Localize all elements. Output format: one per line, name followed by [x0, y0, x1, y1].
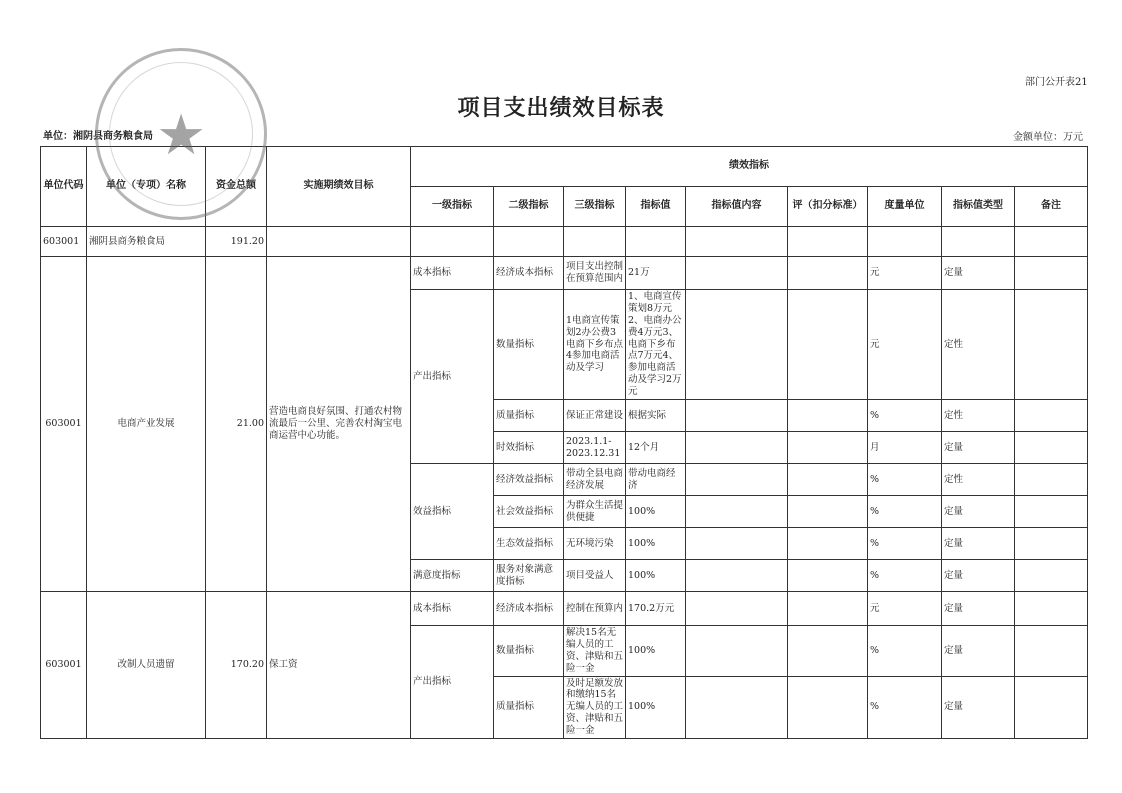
header-measure: 度量单位 — [868, 187, 942, 227]
indicator-value: 100% — [626, 626, 686, 677]
page-label: 部门公开表21 — [1025, 77, 1088, 88]
indicator-measure: 元 — [868, 290, 942, 400]
indicator-measure: 元 — [868, 592, 942, 626]
indicator-value: 100% — [626, 528, 686, 560]
indicator-note — [1015, 592, 1088, 626]
indicator-content — [686, 626, 788, 677]
indicator-content — [686, 464, 788, 496]
indicator-score — [788, 496, 868, 528]
indicator-type: 定量 — [942, 496, 1015, 528]
indicator-content — [686, 496, 788, 528]
indicator-content — [686, 432, 788, 464]
table-row — [41, 257, 1088, 290]
project-goal: 营造电商良好氛围、打通农村物流最后一公里、完善农村淘宝电商运营中心功能。 — [267, 257, 411, 592]
indicator-value: 带动电商经济 — [626, 464, 686, 496]
indicator-note — [1015, 432, 1088, 464]
indicator-level1: 成本指标 — [411, 257, 494, 290]
header-level2: 二级指标 — [494, 187, 564, 227]
indicator-measure: % — [868, 464, 942, 496]
indicator-value: 100% — [626, 496, 686, 528]
indicator-level3: 项目支出控制在预算范围内 — [564, 257, 626, 290]
indicator-score — [788, 626, 868, 677]
indicator-score — [788, 432, 868, 464]
indicator-level3: 2023.1.1-2023.12.31 — [564, 432, 626, 464]
indicator-level3: 1电商宣传策划2办公费3电商下乡布点4参加电商活动及学习 — [564, 290, 626, 400]
page-title: 项目支出绩效目标表 — [457, 96, 665, 121]
header-name: 单位（专项）名称 — [87, 147, 206, 227]
indicator-level3: 保证正常建设 — [564, 400, 626, 432]
indicator-note — [1015, 676, 1088, 738]
indicator-level2: 服务对象满意度指标 — [494, 560, 564, 592]
indicator-note — [1015, 626, 1088, 677]
indicator-type: 定性 — [942, 464, 1015, 496]
project-code: 603001 — [41, 592, 87, 739]
indicator-content — [686, 676, 788, 738]
indicator-measure: % — [868, 400, 942, 432]
indicator-level2: 社会效益指标 — [494, 496, 564, 528]
indicator-score — [788, 528, 868, 560]
header-content: 指标值内容 — [686, 187, 788, 227]
project-funds: 21.00 — [206, 257, 267, 592]
header-note: 备注 — [1015, 187, 1088, 227]
indicator-content — [686, 290, 788, 400]
indicator-level2: 质量指标 — [494, 400, 564, 432]
indicator-content — [686, 528, 788, 560]
indicator-level2: 时效指标 — [494, 432, 564, 464]
indicator-content — [686, 560, 788, 592]
indicator-level2: 质量指标 — [494, 676, 564, 738]
header-level3: 三级指标 — [564, 187, 626, 227]
indicator-content — [686, 257, 788, 290]
indicator-note — [1015, 528, 1088, 560]
table-row — [41, 592, 1088, 626]
indicator-value: 21万 — [626, 257, 686, 290]
performance-table — [40, 146, 1088, 739]
indicator-score — [788, 560, 868, 592]
header-value: 指标值 — [626, 187, 686, 227]
indicator-level1: 产出指标 — [411, 626, 494, 739]
indicator-measure: % — [868, 626, 942, 677]
indicator-level2: 经济成本指标 — [494, 257, 564, 290]
project-goal: 保工资 — [267, 592, 411, 739]
header-score: 评（扣分标准） — [788, 187, 868, 227]
indicator-level2: 数量指标 — [494, 626, 564, 677]
header-level1: 一级指标 — [411, 187, 494, 227]
header-type: 指标值类型 — [942, 187, 1015, 227]
indicator-level1: 产出指标 — [411, 290, 494, 464]
project-name: 电商产业发展 — [87, 257, 206, 592]
indicator-type: 定量 — [942, 560, 1015, 592]
indicator-level3: 控制在预算内 — [564, 592, 626, 626]
indicator-type: 定量 — [942, 676, 1015, 738]
indicator-type: 定量 — [942, 257, 1015, 290]
indicator-score — [788, 290, 868, 400]
indicator-level1: 满意度指标 — [411, 560, 494, 592]
indicator-level3: 为群众生活提供便捷 — [564, 496, 626, 528]
indicator-value: 100% — [626, 676, 686, 738]
indicator-level3: 带动全县电商经济发展 — [564, 464, 626, 496]
amount-unit-label: 金额单位：万元 — [1013, 132, 1083, 143]
indicator-level1: 效益指标 — [411, 464, 494, 560]
indicator-type: 定量 — [942, 432, 1015, 464]
indicator-type: 定量 — [942, 592, 1015, 626]
indicator-level2: 数量指标 — [494, 290, 564, 400]
indicator-measure: % — [868, 496, 942, 528]
header-goal: 实施期绩效目标 — [267, 147, 411, 227]
indicator-score — [788, 400, 868, 432]
indicator-level2: 生态效益指标 — [494, 528, 564, 560]
indicator-level2: 经济成本指标 — [494, 592, 564, 626]
indicator-value: 100% — [626, 560, 686, 592]
indicator-measure: % — [868, 560, 942, 592]
indicator-level3: 及时足额发放和缴纳15名无编人员的工资、津贴和五险一金 — [564, 676, 626, 738]
indicator-measure: 月 — [868, 432, 942, 464]
indicator-value: 170.2万元 — [626, 592, 686, 626]
indicator-level1: 成本指标 — [411, 592, 494, 626]
indicator-note — [1015, 257, 1088, 290]
summary-funds: 191.20 — [206, 227, 267, 257]
indicator-score — [788, 592, 868, 626]
summary-name: 湘阴县商务粮食局 — [87, 227, 206, 257]
indicator-note — [1015, 560, 1088, 592]
unit-label: 单位：湘阴县商务粮食局 — [43, 131, 153, 142]
indicator-type: 定量 — [942, 528, 1015, 560]
star-icon: ★ — [156, 103, 207, 168]
indicator-value: 根据实际 — [626, 400, 686, 432]
project-code: 603001 — [41, 257, 87, 592]
indicator-type: 定量 — [942, 626, 1015, 677]
indicator-note — [1015, 290, 1088, 400]
indicator-note — [1015, 464, 1088, 496]
indicator-score — [788, 464, 868, 496]
indicator-note — [1015, 496, 1088, 528]
indicator-level3: 解决15名无编人员的工资、津贴和五险一金 — [564, 626, 626, 677]
header-code: 单位代码 — [41, 147, 87, 227]
indicator-score — [788, 257, 868, 290]
summary-row — [41, 227, 1088, 257]
indicator-level3: 项目受益人 — [564, 560, 626, 592]
indicator-value: 12个月 — [626, 432, 686, 464]
indicator-type: 定性 — [942, 290, 1015, 400]
indicator-note — [1015, 400, 1088, 432]
project-funds: 170.20 — [206, 592, 267, 739]
indicator-measure: 元 — [868, 257, 942, 290]
indicator-level2: 经济效益指标 — [494, 464, 564, 496]
indicator-content — [686, 400, 788, 432]
summary-code: 603001 — [41, 227, 87, 257]
indicator-value: 1、电商宣传策划8万元2、电商办公费4万元3、电商下乡布点7万元4、参加电商活动及学习2万元 — [626, 290, 686, 400]
indicator-score — [788, 676, 868, 738]
indicator-measure: % — [868, 528, 942, 560]
project-name: 改制人员遗留 — [87, 592, 206, 739]
indicator-content — [686, 592, 788, 626]
indicator-level3: 无环境污染 — [564, 528, 626, 560]
header-funds: 资金总额 — [206, 147, 267, 227]
indicator-type: 定性 — [942, 400, 1015, 432]
indicator-measure: % — [868, 676, 942, 738]
header-indicators: 绩效指标 — [411, 147, 1088, 187]
